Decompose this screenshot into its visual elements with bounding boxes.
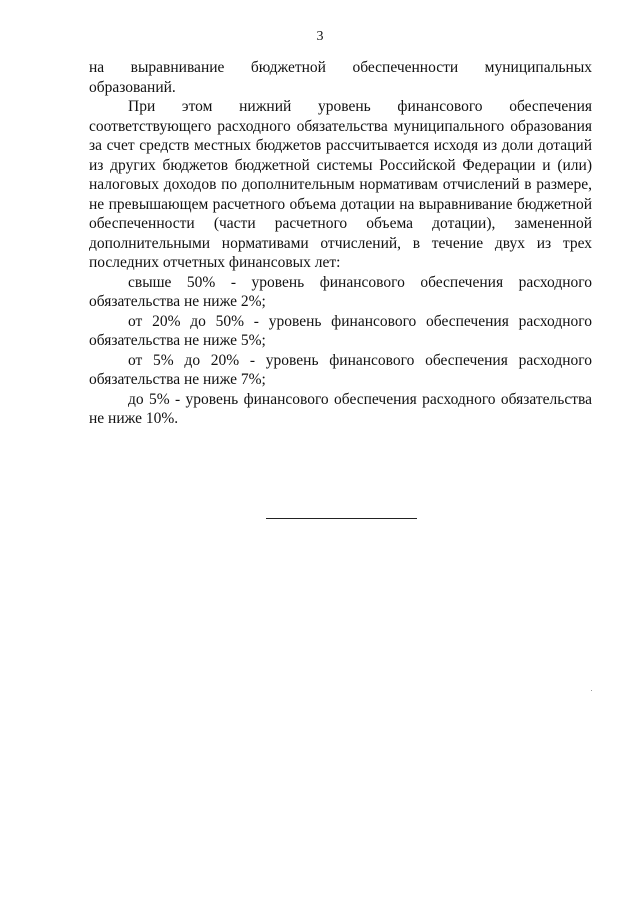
end-of-text-rule (266, 518, 417, 519)
list-item-over-50: свыше 50% - уровень финансового обеспечения расходного обязательства не ниже 2%; (89, 273, 592, 310)
paragraph-lower-level-rule: При этом нижний уровень финансового обеспечения соответствующего расходного обязательства муниципального образования за счет средств местных бюджетов рассчитывается исходя из доли дотаций из других бюджетов бюджетной системы Российской Федерации и (или) налоговых доходов по дополнительным нормативам отчислений в размере, не превышающем расчетного объема дотации на выравнивание бюджетной обеспеченности (части расчетного объема дотации), замененной дополнительными нормативами отчислений, в течение двух из трех последних отчетных финансовых лет: (89, 98, 592, 271)
list-item-under-5: до 5% - уровень финансового обеспечения расходного обязательства не ниже 10%. (89, 390, 592, 427)
list-item-20-to-50: от 20% до 50% - уровень финансового обеспечения расходного обязательства не ниже 5%; (89, 312, 592, 349)
list-item-5-to-20: от 5% до 20% - уровень финансового обеспечения расходного обязательства не ниже 7%; (89, 351, 592, 388)
scan-speck (591, 690, 592, 691)
paragraph-continuation: на выравнивание бюджетной обеспеченности муниципальных образований. (89, 59, 592, 96)
document-body (89, 58, 592, 429)
page-number: 3 (316, 29, 324, 44)
